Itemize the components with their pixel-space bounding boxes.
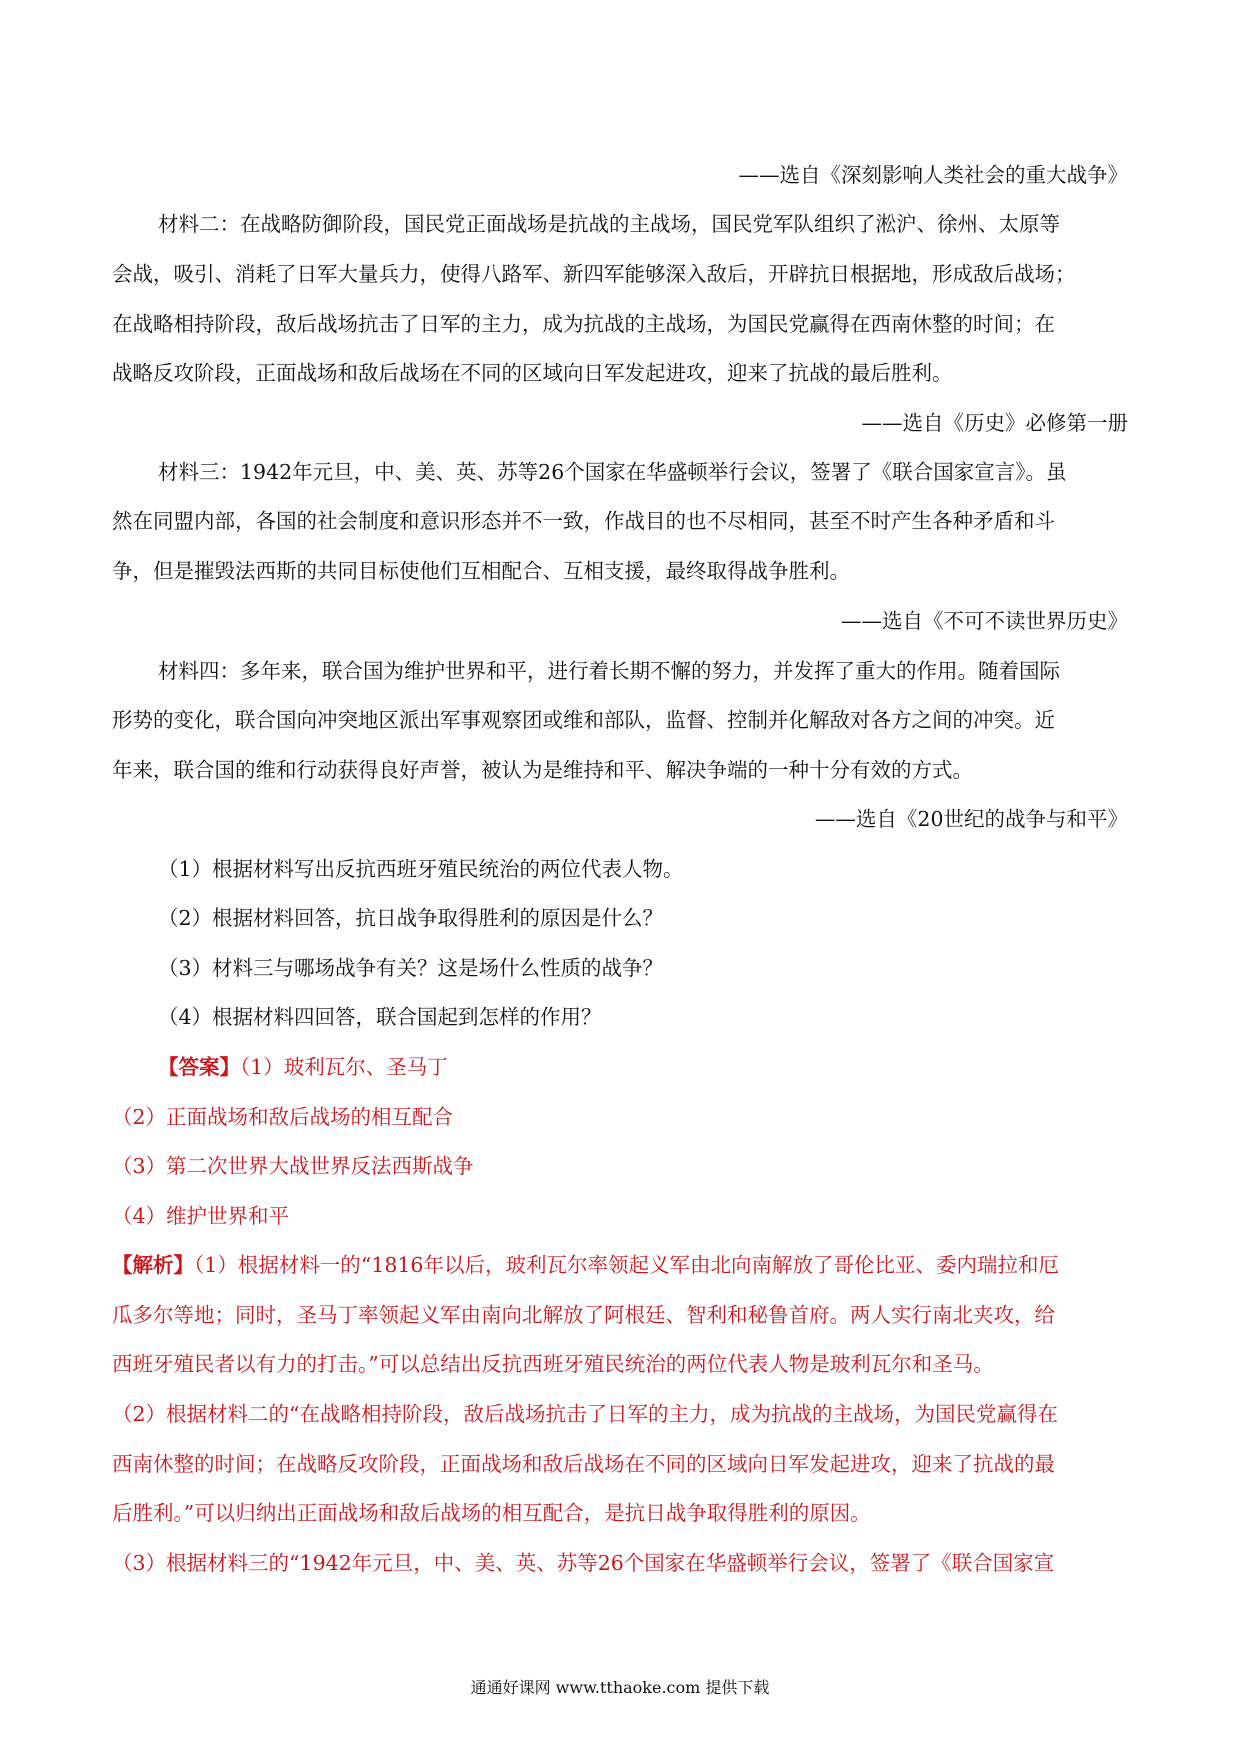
- text-line: （1）根据材料写出反抗西班牙殖民统治的两位代表人物。: [158, 857, 684, 881]
- text-line: 西南休整的时间；在战略反攻阶段，正面战场和敌后战场在不同的区域向日军发起进攻，迎来了抗战的最: [112, 1452, 1055, 1476]
- text-line: （2）根据材料二的“在战略相持阶段，敌后战场抗击了日军的主力，成为抗战的主战场，为国民党赢得在: [112, 1402, 1059, 1426]
- page-footer: 通通好课网 www.tthaoke.com 提供下载: [470, 1678, 770, 1697]
- text-line: 材料二：在战略防御阶段，国民党正面战场是抗战的主战场，国民党军队组织了淞沪、徐州、太原等: [158, 212, 1060, 236]
- text-line: ——选自《历史》必修第一册: [861, 411, 1128, 435]
- text-line: （2）正面战场和敌后战场的相互配合: [112, 1105, 454, 1129]
- text-line: 会战，吸引、消耗了日军大量兵力，使得八路军、新四军能够深入敌后，开辟抗日根据地，形成敌后战场；: [112, 262, 1076, 286]
- answer-label: 【答案】: [158, 1055, 240, 1079]
- text-line: 后胜利。”可以归纳出正面战场和敌后战场的相互配合，是抗日战争取得胜利的原因。: [112, 1501, 871, 1525]
- answer-line: [158, 1053, 1128, 1081]
- text-line: ——选自《20世纪的战争与和平》: [814, 807, 1128, 831]
- text-line: ——选自《深刻影响人类社会的重大战争》: [738, 163, 1128, 187]
- text-line: 西班牙殖民者以有力的打击。”可以总结出反抗西班牙殖民统治的两位代表人物是玻利瓦尔和圣马。: [112, 1352, 994, 1376]
- text-line: 争，但是摧毁法西斯的共同目标使他们互相配合、互相支援，最终取得战争胜利。: [112, 559, 850, 583]
- analysis-label: 【解析】: [112, 1253, 194, 1277]
- text-line: （2）根据材料回答，抗日战争取得胜利的原因是什么？: [158, 906, 664, 930]
- analysis-text: （1）根据材料一的“1816年以后，玻利瓦尔率领起义军由北向南解放了哥伦比亚、委内瑞拉和厄: [194, 1253, 1059, 1277]
- text-line: 然在同盟内部，各国的社会制度和意识形态并不一致，作战目的也不尽相同，甚至不时产生各种矛盾和斗: [112, 509, 1055, 533]
- text-line: 在战略相持阶段，敌后战场抗击了日军的主力，成为抗战的主战场，为国民党赢得在西南休整的时间；在: [112, 312, 1055, 336]
- text-line: （4）维护世界和平: [112, 1204, 290, 1228]
- text-line: 年来，联合国的维和行动获得良好声誉，被认为是维持和平、解决争端的一种十分有效的方式。: [112, 758, 973, 782]
- answer-text: （1）玻利瓦尔、圣马丁: [240, 1055, 448, 1079]
- text-line: ——选自《不可不读世界历史》: [841, 609, 1128, 633]
- text-line: 材料四：多年来，联合国为维护世界和平，进行着长期不懈的努力，并发挥了重大的作用。随着国际: [158, 659, 1060, 683]
- text-line: 材料三：1942年元旦，中、美、英、苏等26个国家在华盛顿举行会议，签署了《联合国家宣言》。虽: [158, 460, 1067, 484]
- analysis-line: [112, 1251, 1128, 1279]
- text-line: 瓜多尔等地；同时，圣马丁率领起义军由南向北解放了阿根廷、智利和秘鲁首府。两人实行南北夹攻，给: [112, 1303, 1055, 1327]
- text-line: （3）第二次世界大战世界反法西斯战争: [112, 1154, 474, 1178]
- text-line: 战略反攻阶段，正面战场和敌后战场在不同的区域向日军发起进攻，迎来了抗战的最后胜利。: [112, 361, 953, 385]
- text-line: 形势的变化，联合国向冲突地区派出军事观察团或维和部队，监督、控制并化解敌对各方之间的冲突。近: [112, 708, 1055, 732]
- text-line: （3）根据材料三的“1942年元旦，中、美、英、苏等26个国家在华盛顿举行会议，签署了《联合国家宣: [112, 1551, 1055, 1575]
- text-line: （4）根据材料四回答，联合国起到怎样的作用？: [158, 1005, 602, 1029]
- text-line: （3）材料三与哪场战争有关？这是场什么性质的战争？: [158, 956, 664, 980]
